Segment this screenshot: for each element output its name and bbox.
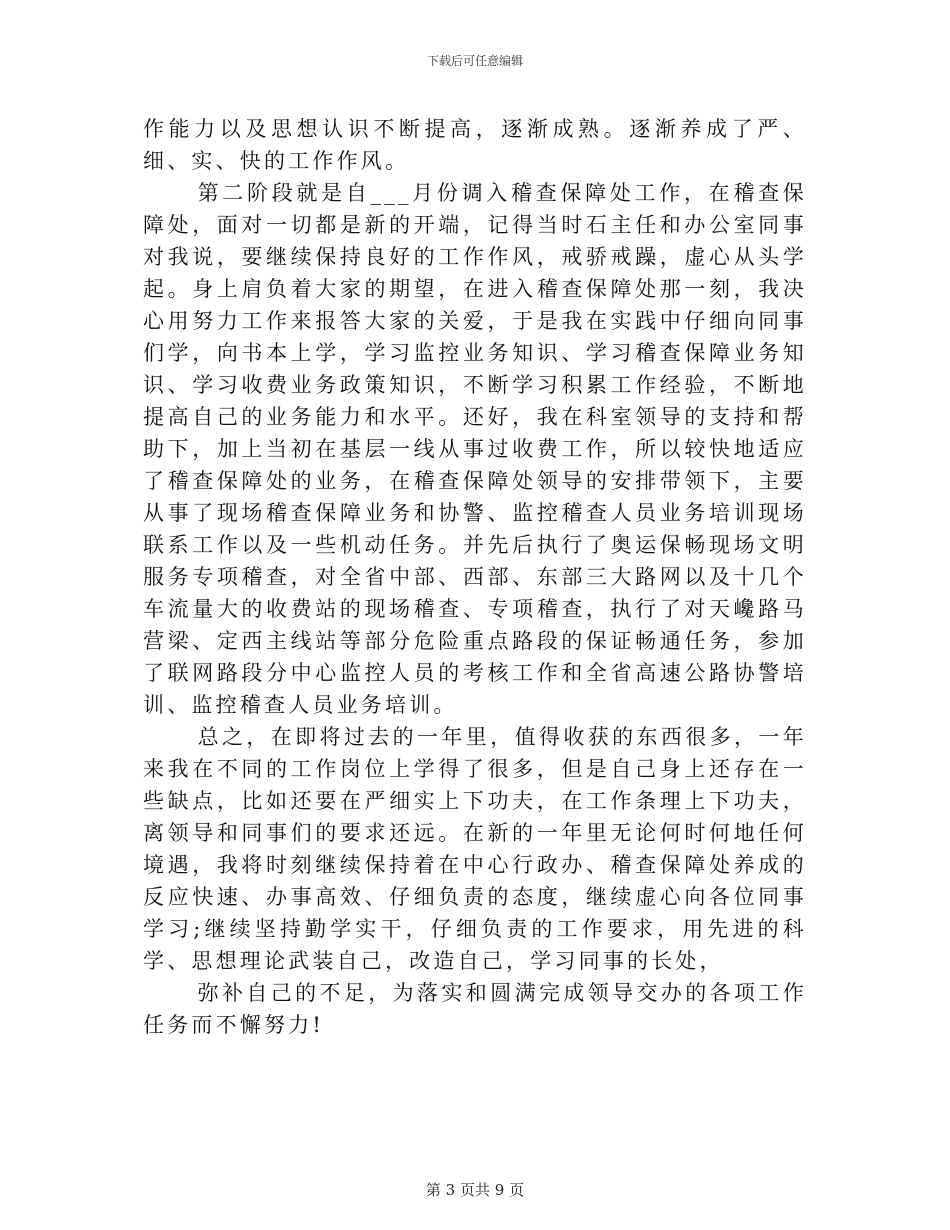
paragraph-2: 第二阶段就是自___月份调入稽查保障处工作，在稽查保障处，面对一切都是新的开端，记得当时石主任和办公室同事对我说，要继续保持良好的工作作风，戒骄戒躁，虚心从头学起。身上肩负着大家的期望，在进入稽查保障处那一刻，我决心用努力工作来报答大家的关爱，于是我在实践中仔细向同事们学，向书本上学，学习监控业务知识、学习稽查保障业务知识、学习收费业务政策知识，不断学习积累工作经验，不断地提高自己的业务能力和水平。还好，我在科室领导的支持和帮助下，加上当初在基层一线从事过收费工作，所以较快地适应了稽查保障处的业务，在稽查保障处领导的安排带领下，主要从事了现场稽查保障业务和协警、监控稽查人员业务培训现场联系工作以及一些机动任务。并先后执行了奥运保畅现场文明服务专项稽查，对全省中部、西部、东部三大路网以及十几个车流量大的收费站的现场稽查、专项稽查，执行了对天巉路马营梁、定西主线站等部分危险重点路段的保证畅通任务，参加了联网路段分中心监控人员的考核工作和全省高速公路协警培训、监控稽查人员业务培训。	[143, 181, 807, 717]
paragraph-3: 总之，在即将过去的一年里，值得收获的东西很多，一年来我在不同的工作岗位上学得了很多，但是自己身上还存在一些缺点，比如还要在严细实上下功夫，在工作条理上下功夫，离领导和同事们的要求还远。在新的一年里无论何时何地任何境遇，我将时刻继续保持着在中心行政办、稽查保障处养成的反应快速、办事高效、仔细负责的态度，继续虚心向各位同事学习;继续坚持勤学实干，仔细负责的工作要求，用先进的科学、思想理论武装自己，改造自己，学习同事的长处，	[143, 725, 807, 973]
page-header: 下载后可任意编辑	[426, 54, 523, 68]
paragraph-1: 作能力以及思想认识不断提高，逐渐成熟。逐渐养成了严、细、实、快的工作作风。	[143, 117, 807, 173]
paragraph-4: 弥补自己的不足，为落实和圆满完成领导交办的各项工作任务而不懈努力!	[143, 981, 807, 1037]
document-body	[143, 113, 807, 1041]
page-footer: 第 3 页共 9 页	[425, 1181, 525, 1199]
